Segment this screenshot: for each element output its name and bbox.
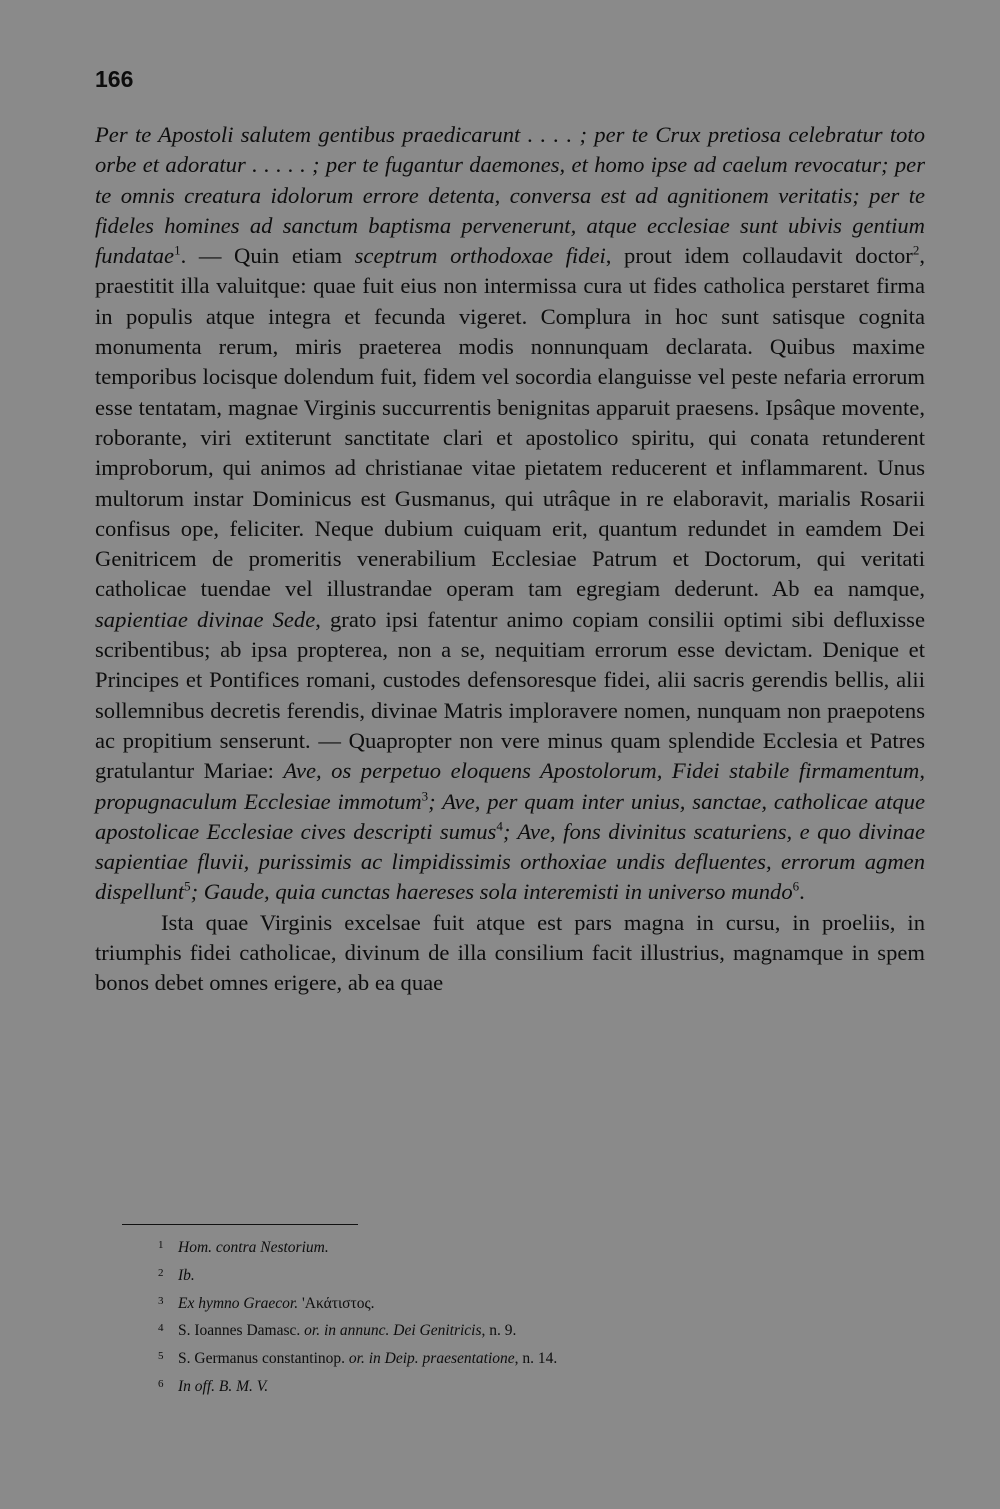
footnote-text-run: Hom. contra Nestorium. xyxy=(178,1239,329,1256)
footnote-number: 5 xyxy=(158,1350,164,1363)
paragraph-text-run: Per te Apostoli salutem gentibus praedicarunt . . . . ; per te Crux pretiosa celebratur toto orbe et adoratur . . . . . ; per te fugantur daemones, et homo ipse ad caelum revocatur; per te omnis creatura idolorum errore detenta, conversa est ad agnitionem veritatis; per te fideles homines ad sanctum baptisma pervenerunt, atque ecclesiae sunt ubivis gentium fundatae xyxy=(95,122,925,269)
paragraph-text-run: , praestitit illa valuitque: quae fuit eius non intermissa cura ut fides catholica perstaret firma in populis atque integra et fecunda vigeret. Complura in hoc sunt satisque cognita monumenta rerum, miris praeterea modis nonnunquam declarata. Quibus maxime temporibus locisque dolendum fuit, fidem vel socordia elanguisse vel peste nefaria errorum esse tentatam, magnae Virginis succurrentis benignitas apparuit praesens. Ipsâque movente, roborante, viri extiterunt sanctitate clari et apostolico spiritu, qui conata retunderent improborum, qui animos ad christianae vitae pietatem reducerent et inflammarent. Unus multorum instar Dominicus est Gusmanus, qui utrâque in re elaboravit, marialis Rosarii confisus ope, feliciter. Neque dubium cuiquam erit, quantum redundet in eamdem Dei Genitricem de promeritis venerabilium Ecclesiae Patrum et Doctorum, qui veritati catholicae tuendae vel illustrandae operam tam egregiam dederunt. Ab ea namque, xyxy=(95,243,925,602)
footnote-2 xyxy=(158,1261,918,1289)
footnote-4 xyxy=(158,1316,918,1344)
footnote-1 xyxy=(158,1233,918,1261)
footnote-divider xyxy=(122,1224,358,1225)
paragraph-text-run: ; Ave, fons divinitus scaturiens, e quo divinae sapientiae fluvii, purissimis ac limpidissimis orthoxiae undis defluentes, errorum agmen dispellunt xyxy=(95,818,925,905)
paragraph-text-run: , prout idem collaudavit doctor xyxy=(605,243,913,269)
paragraph-text-run: . — Quin etiam xyxy=(180,243,355,269)
paragraph-text-run: , grato ipsi fatentur animo copiam consilii optimi sibi defluxisse scribentibus; ab ipsa propterea, non a se, nequitiam errorum esse devictam. Denique et Principes et Pontifices romani, custodes defensoresque fidei, alii sacris gerendis bellis, alii sollemnibus decretis ferendis, divinae Matris imploravere nomen, nunquam non praepotens ac propitium senserunt. — Quapropter non vere minus quam splendide Ecclesia et Patres gratulantur Mariae: xyxy=(95,606,925,784)
footnote-text-run: 'Ακάτιστος. xyxy=(298,1294,375,1312)
paragraph-1 xyxy=(95,120,925,908)
paragraph-text-run: ; Ave, per quam inter unius, sanctae, catholicae atque apostolicae Ecclesiae cives descripti sumus xyxy=(95,788,925,844)
paragraph-footnote-ref: 2 xyxy=(912,242,920,258)
footnote-number: 3 xyxy=(158,1294,164,1307)
footnote-text-run: S. Ioannes Damasc. xyxy=(178,1322,305,1340)
footnote-text-run: , n. 9. xyxy=(481,1322,517,1340)
page-number: 166 xyxy=(95,66,134,92)
paragraph-text-run: sceptrum orthodoxae fidei xyxy=(354,243,606,269)
paragraph-footnote-ref: 3 xyxy=(421,788,429,803)
footnote-text-run: In off. B. M. V. xyxy=(178,1377,269,1395)
footnote-6 xyxy=(158,1372,918,1400)
footnote-text-run: , n. 14. xyxy=(514,1350,558,1368)
footnote-3 xyxy=(158,1289,918,1317)
footnote-text-run: Ib. xyxy=(178,1266,195,1284)
footnote-number: 4 xyxy=(158,1322,164,1335)
footnote-number: 1 xyxy=(158,1239,164,1251)
paragraph-text-run: Ave, os perpetuo eloquens Apostolorum, Fidei stabile firmamentum, propugnaculum Ecclesiae immotum xyxy=(95,758,925,814)
footnote-text-run: or. in Deip. praesentatione xyxy=(348,1350,515,1368)
paragraph-2 xyxy=(95,908,925,999)
footnote-number: 6 xyxy=(158,1377,164,1390)
footnote-number: 2 xyxy=(158,1266,164,1279)
body-text xyxy=(95,120,925,999)
paragraph-footnote-ref: 6 xyxy=(792,878,800,894)
footnote-5 xyxy=(158,1344,918,1372)
footnote-text-run: S. Germanus constantinop. xyxy=(178,1350,349,1368)
paragraph-footnote-ref: 5 xyxy=(184,878,191,894)
footnotes xyxy=(158,1233,918,1400)
paragraph-text-run: . xyxy=(799,879,805,905)
paragraph-text-run: Ista quae Virginis excelsae fuit atque est pars magna in cursu, in proeliis, in triumphis fidei catholicae, divinum de illa consilium facit illustrius, magnamque in spem bonos debet omnes erigere, ab ea quae xyxy=(95,909,925,996)
footnote-text-run: Ex hymno Graecor. xyxy=(178,1294,299,1312)
paragraph-footnote-ref: 4 xyxy=(496,818,503,834)
paragraph-text-run: sapientiae divinae Sede xyxy=(95,606,316,632)
paragraph-text-run: ; Gaude, quia cunctas haereses sola interemisti in universo mundo xyxy=(190,879,793,905)
footnote-text-run: or. in annunc. Dei Genitricis xyxy=(304,1322,482,1340)
paragraph-footnote-ref: 1 xyxy=(174,242,181,258)
